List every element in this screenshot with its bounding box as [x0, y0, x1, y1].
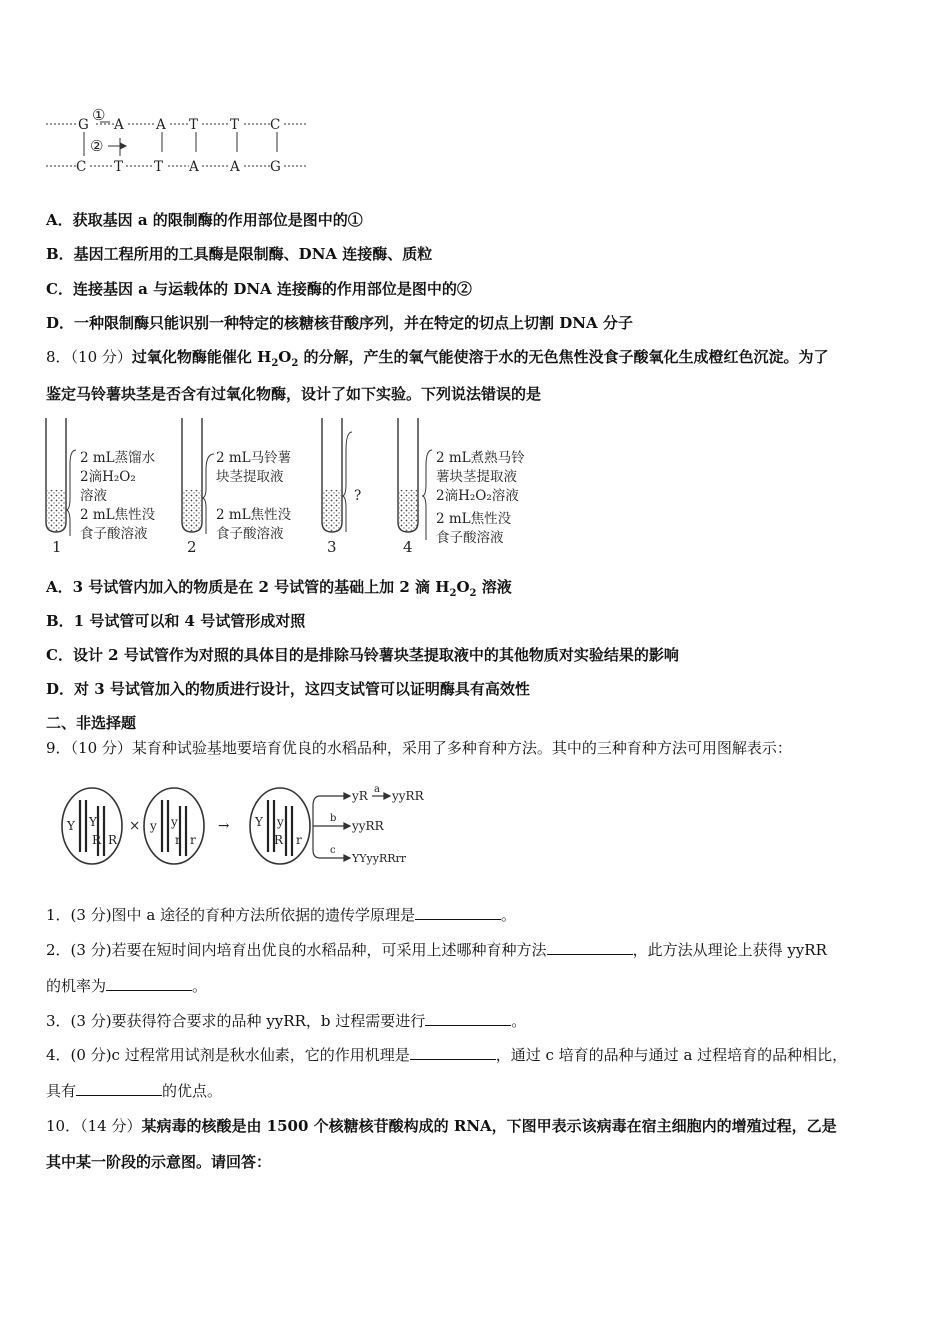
tube-1-number: 1: [52, 538, 62, 556]
q9-sub-4-text: 4．(0 分)c 过程常用试剂是秋水仙素，它的作用机理是: [46, 1046, 410, 1064]
dna-bottom-base: G: [270, 159, 281, 175]
q9-sub-2-cont: [46, 976, 207, 996]
tube-3-number: 3: [327, 538, 337, 556]
q9-sub-4-text: 具有: [46, 1082, 77, 1100]
q8-option-a-text: O: [456, 578, 470, 596]
q9-sub-1: [46, 905, 516, 925]
tube-2-label: 2 mL马铃薯: [216, 450, 292, 466]
tube-4-label: 食子酸溶液: [436, 530, 504, 546]
q9-sub-1-text: 。: [501, 906, 517, 924]
q9-sub-1-text: 1．(3 分)图中 a 途径的育种方法所依据的遗传学原理是: [46, 906, 416, 924]
breeding-path-b-label: b: [330, 813, 337, 824]
dna-cut-figure: [44, 104, 314, 176]
tube-1-label: 溶液: [80, 488, 107, 504]
breeding-gene-label: Y: [67, 819, 75, 833]
q7-option-a: A．获取基因 a 的限制酶的作用部位是图中的①: [46, 211, 363, 229]
breeding-arrow: →: [218, 818, 230, 834]
dna-top-base: T: [230, 117, 240, 133]
q9-sub-2-text: 。: [192, 977, 208, 995]
breeding-path-a-result: yyRR: [392, 789, 424, 803]
tube-2-number: 2: [187, 538, 197, 556]
dna-bottom-base: A: [230, 159, 240, 175]
breeding-path-a-label: a: [374, 784, 380, 795]
breeding-gene-label: Y: [255, 815, 263, 829]
tube-4-number: 4: [403, 538, 413, 556]
breeding-path-c-label: c: [330, 845, 336, 856]
tube-1-label: 食子酸溶液: [80, 526, 148, 542]
breeding-gene-label: y: [277, 815, 284, 829]
q9-sub-4: [46, 1045, 847, 1065]
q10-stem-text: 某病毒的核酸是由 1500 个核糖核苷酸构成的 RNA，下图甲表示该病毒在宿主细胞内的增殖过程，乙是: [141, 1117, 837, 1135]
dna-mark-1: ①: [92, 106, 106, 124]
q8-stem-a: 过氧化物酶能催化 H: [131, 348, 272, 366]
test-tube-3: [322, 418, 352, 532]
answer-blank[interactable]: [410, 1045, 496, 1060]
breeding-gene-label: R: [274, 833, 284, 847]
tube-2-label: 2 mL焦性没: [216, 507, 292, 523]
breeding-gene-label: Y: [89, 815, 97, 829]
tube-1-label: 2滴H₂O₂: [80, 469, 136, 485]
q8-sub: 2: [291, 358, 299, 369]
tube-2-label: 块茎提取液: [216, 469, 284, 485]
q8-sub: 2: [449, 588, 457, 599]
breeding-gene-label: r: [175, 833, 181, 847]
dna-top-base: T: [189, 117, 199, 133]
q8-number: 8．（10 分）: [46, 348, 132, 366]
q8-stem-line2: 鉴定马铃薯块茎是否含有过氧化物酶，设计了如下实验。下列说法错误的是: [46, 385, 542, 403]
q9-sub-3-text: 。: [511, 1012, 527, 1030]
dna-bottom-base: T: [114, 159, 124, 175]
dna-top-base: A: [114, 117, 124, 133]
q9-sub-4-text: ，通过 c 培育的品种与通过 a 过程培育的品种相比，: [495, 1046, 848, 1064]
tube-4-label: 薯块茎提取液: [436, 469, 517, 485]
answer-blank[interactable]: [76, 1081, 162, 1096]
q7-option-c: C．连接基因 a 与运载体的 DNA 连接酶的作用部位是图中的②: [46, 280, 472, 298]
q8-option-a-text: 溶液: [476, 578, 512, 596]
tube-4-label: 2 mL煮熟马铃: [436, 450, 525, 466]
section-heading: 二、非选择题: [46, 714, 137, 732]
tube-2-label: 食子酸溶液: [216, 526, 284, 542]
q8-option-a: [46, 577, 512, 604]
dna-bottom-base: T: [154, 159, 164, 175]
breeding-path-c-result: YYyyRRrr: [352, 852, 407, 865]
q9-sub-3: [46, 1011, 526, 1031]
dna-bottom-base: A: [189, 159, 199, 175]
q9-sub-4-cont: [46, 1081, 222, 1101]
dna-top-base: G: [78, 117, 89, 133]
q9-stem: 9．（10 分）某育种试验基地要培育优良的水稻品种，采用了多种育种方法。其中的三种育种方法可用图解表示：: [46, 739, 792, 757]
answer-blank[interactable]: [106, 976, 192, 991]
answer-blank[interactable]: [415, 905, 501, 920]
q8-option-b: B．1 号试管可以和 4 号试管形成对照: [46, 612, 306, 630]
q8-stem-b: O: [278, 348, 292, 366]
q10-number: 10．（14 分）: [46, 1117, 142, 1135]
q8-stem-c: 的分解，产生的氧气能使溶于水的无色焦性没食子酸氧化生成橙红色沉淀。为了: [298, 348, 829, 366]
q8-option-a-text: A．3 号试管内加入的物质是在 2 号试管的基础上加 2 滴 H: [46, 578, 450, 596]
q8-sub: 2: [469, 588, 477, 599]
q9-sub-2-text: 2．(3 分)若要在短时间内培育出优良的水稻品种，可采用上述哪种育种方法: [46, 941, 547, 959]
breeding-path-a-start: yR: [352, 789, 368, 803]
q9-sub-2-text: 的机率为: [46, 977, 107, 995]
q9-sub-2: [46, 940, 827, 960]
q9-sub-3-text: 3．(3 分)要获得符合要求的品种 yyRR，b 过程需要进行: [46, 1012, 426, 1030]
q10-stem-line2: 其中某一阶段的示意图。请回答：: [46, 1153, 272, 1171]
breeding-cross-symbol: ×: [129, 818, 141, 834]
dna-top-base: A: [156, 117, 166, 133]
breeding-gene-label: y: [171, 815, 178, 829]
q10-stem-line1: [46, 1116, 837, 1136]
test-tube-1: [46, 418, 76, 536]
q8-option-d: D．对 3 号试管加入的物质进行设计，这四支试管可以证明酶具有高效性: [46, 680, 530, 698]
tube-4-label: 2 mL焦性没: [436, 511, 512, 527]
q9-sub-2-text: ，此方法从理论上获得 yyRR: [632, 941, 827, 959]
tube-1-label: 2 mL焦性没: [80, 507, 156, 523]
dna-mark-2: ②: [90, 137, 104, 155]
breeding-gene-label: R: [108, 833, 118, 847]
answer-blank[interactable]: [547, 940, 633, 955]
tube-1-label: 2 mL蒸馏水: [80, 450, 156, 466]
dna-top-base: C: [270, 117, 281, 133]
breeding-gene-label: y: [150, 819, 157, 833]
tube-3-label: ?: [354, 488, 362, 504]
test-tube-2: [182, 418, 214, 534]
answer-blank[interactable]: [425, 1011, 511, 1026]
breeding-gene-label: R: [92, 833, 102, 847]
q9-sub-4-text: 的优点。: [162, 1082, 223, 1100]
breeding-gene-label: r: [296, 833, 302, 847]
breeding-gene-label: r: [190, 833, 196, 847]
q8-option-c: C．设计 2 号试管作为对照的具体目的是排除马铃薯块茎提取液中的其他物质对实验结果的影响: [46, 646, 679, 664]
dna-bottom-base: C: [76, 159, 87, 175]
q7-option-b: B．基因工程所用的工具酶是限制酶、DNA 连接酶、质粒: [46, 245, 433, 263]
breeding-path-b-result: yyRR: [352, 819, 384, 833]
q8-sub: 2: [271, 358, 279, 369]
test-tube-figure: [40, 414, 560, 560]
tube-4-label: 2滴H₂O₂溶液: [436, 488, 519, 504]
q8-stem-line1: [46, 347, 829, 374]
q7-option-d: D．一种限制酶只能识别一种特定的核糖核苷酸序列，并在特定的切点上切割 DNA 分子: [46, 314, 633, 332]
breeding-figure: [58, 776, 424, 876]
test-tube-4: [398, 418, 432, 540]
